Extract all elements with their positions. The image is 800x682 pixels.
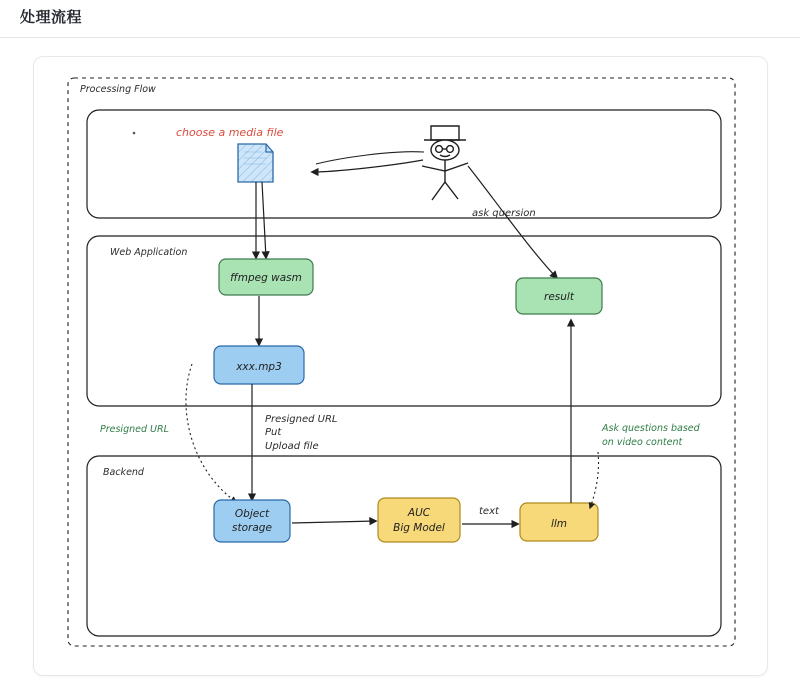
edge-object-storage-to-auc: [292, 521, 376, 523]
node-llm[interactable]: [520, 503, 598, 541]
label-text: text: [479, 506, 499, 517]
node-user-actor[interactable]: [422, 126, 468, 200]
page-title: 处理流程: [20, 8, 83, 26]
group-backend-label: Backend: [103, 467, 144, 478]
label-put: Put: [265, 427, 282, 438]
edge-user-to-file: [312, 160, 423, 172]
node-auc-big-model[interactable]: [378, 498, 460, 542]
node-result-label: result: [544, 291, 574, 303]
label-presigned-url-green: Presigned URL: [100, 424, 169, 435]
edge-ask-questions-dotted: [590, 452, 599, 508]
label-presigned-url: Presigned URL: [265, 414, 338, 425]
group-backend: [87, 456, 721, 636]
label-ask-questions-based-line1: Ask questions based: [602, 423, 700, 434]
node-xxx-mp3-label: xxx.mp3: [236, 361, 282, 373]
label-upload-file: Upload file: [265, 441, 319, 452]
label-ask-questions-based-line2: on video content: [602, 437, 683, 448]
group-processing-flow-label: Processing Flow: [80, 84, 156, 95]
node-ffmpeg-wasm[interactable]: [219, 259, 313, 295]
node-object-storage-label-line1: Object: [234, 508, 270, 520]
node-object-storage-label-line2: storage: [232, 522, 272, 534]
node-auc-big-model-label-line2: Big Model: [393, 522, 445, 534]
node-object-storage[interactable]: [214, 500, 290, 542]
label-ask-question: ask quersion: [472, 208, 536, 219]
edge-file-to-ffmpeg-b: [262, 182, 266, 258]
node-result[interactable]: [516, 278, 602, 314]
edge-user-to-result: [468, 166, 557, 278]
node-xxx-mp3[interactable]: [214, 346, 304, 384]
node-media-file[interactable]: [238, 144, 273, 182]
group-web-application-label: Web Application: [110, 247, 188, 258]
node-llm-label: llm: [550, 518, 568, 530]
dot-marker: [133, 132, 136, 135]
edge-presigned-url-dotted: [186, 364, 236, 502]
group-web-application: [87, 236, 721, 406]
node-ffmpeg-wasm-label: ffmpeg wasm: [230, 272, 302, 284]
node-auc-big-model-label-line1: AUC: [407, 507, 431, 519]
label-choose-media-file: choose a media file: [176, 126, 284, 139]
